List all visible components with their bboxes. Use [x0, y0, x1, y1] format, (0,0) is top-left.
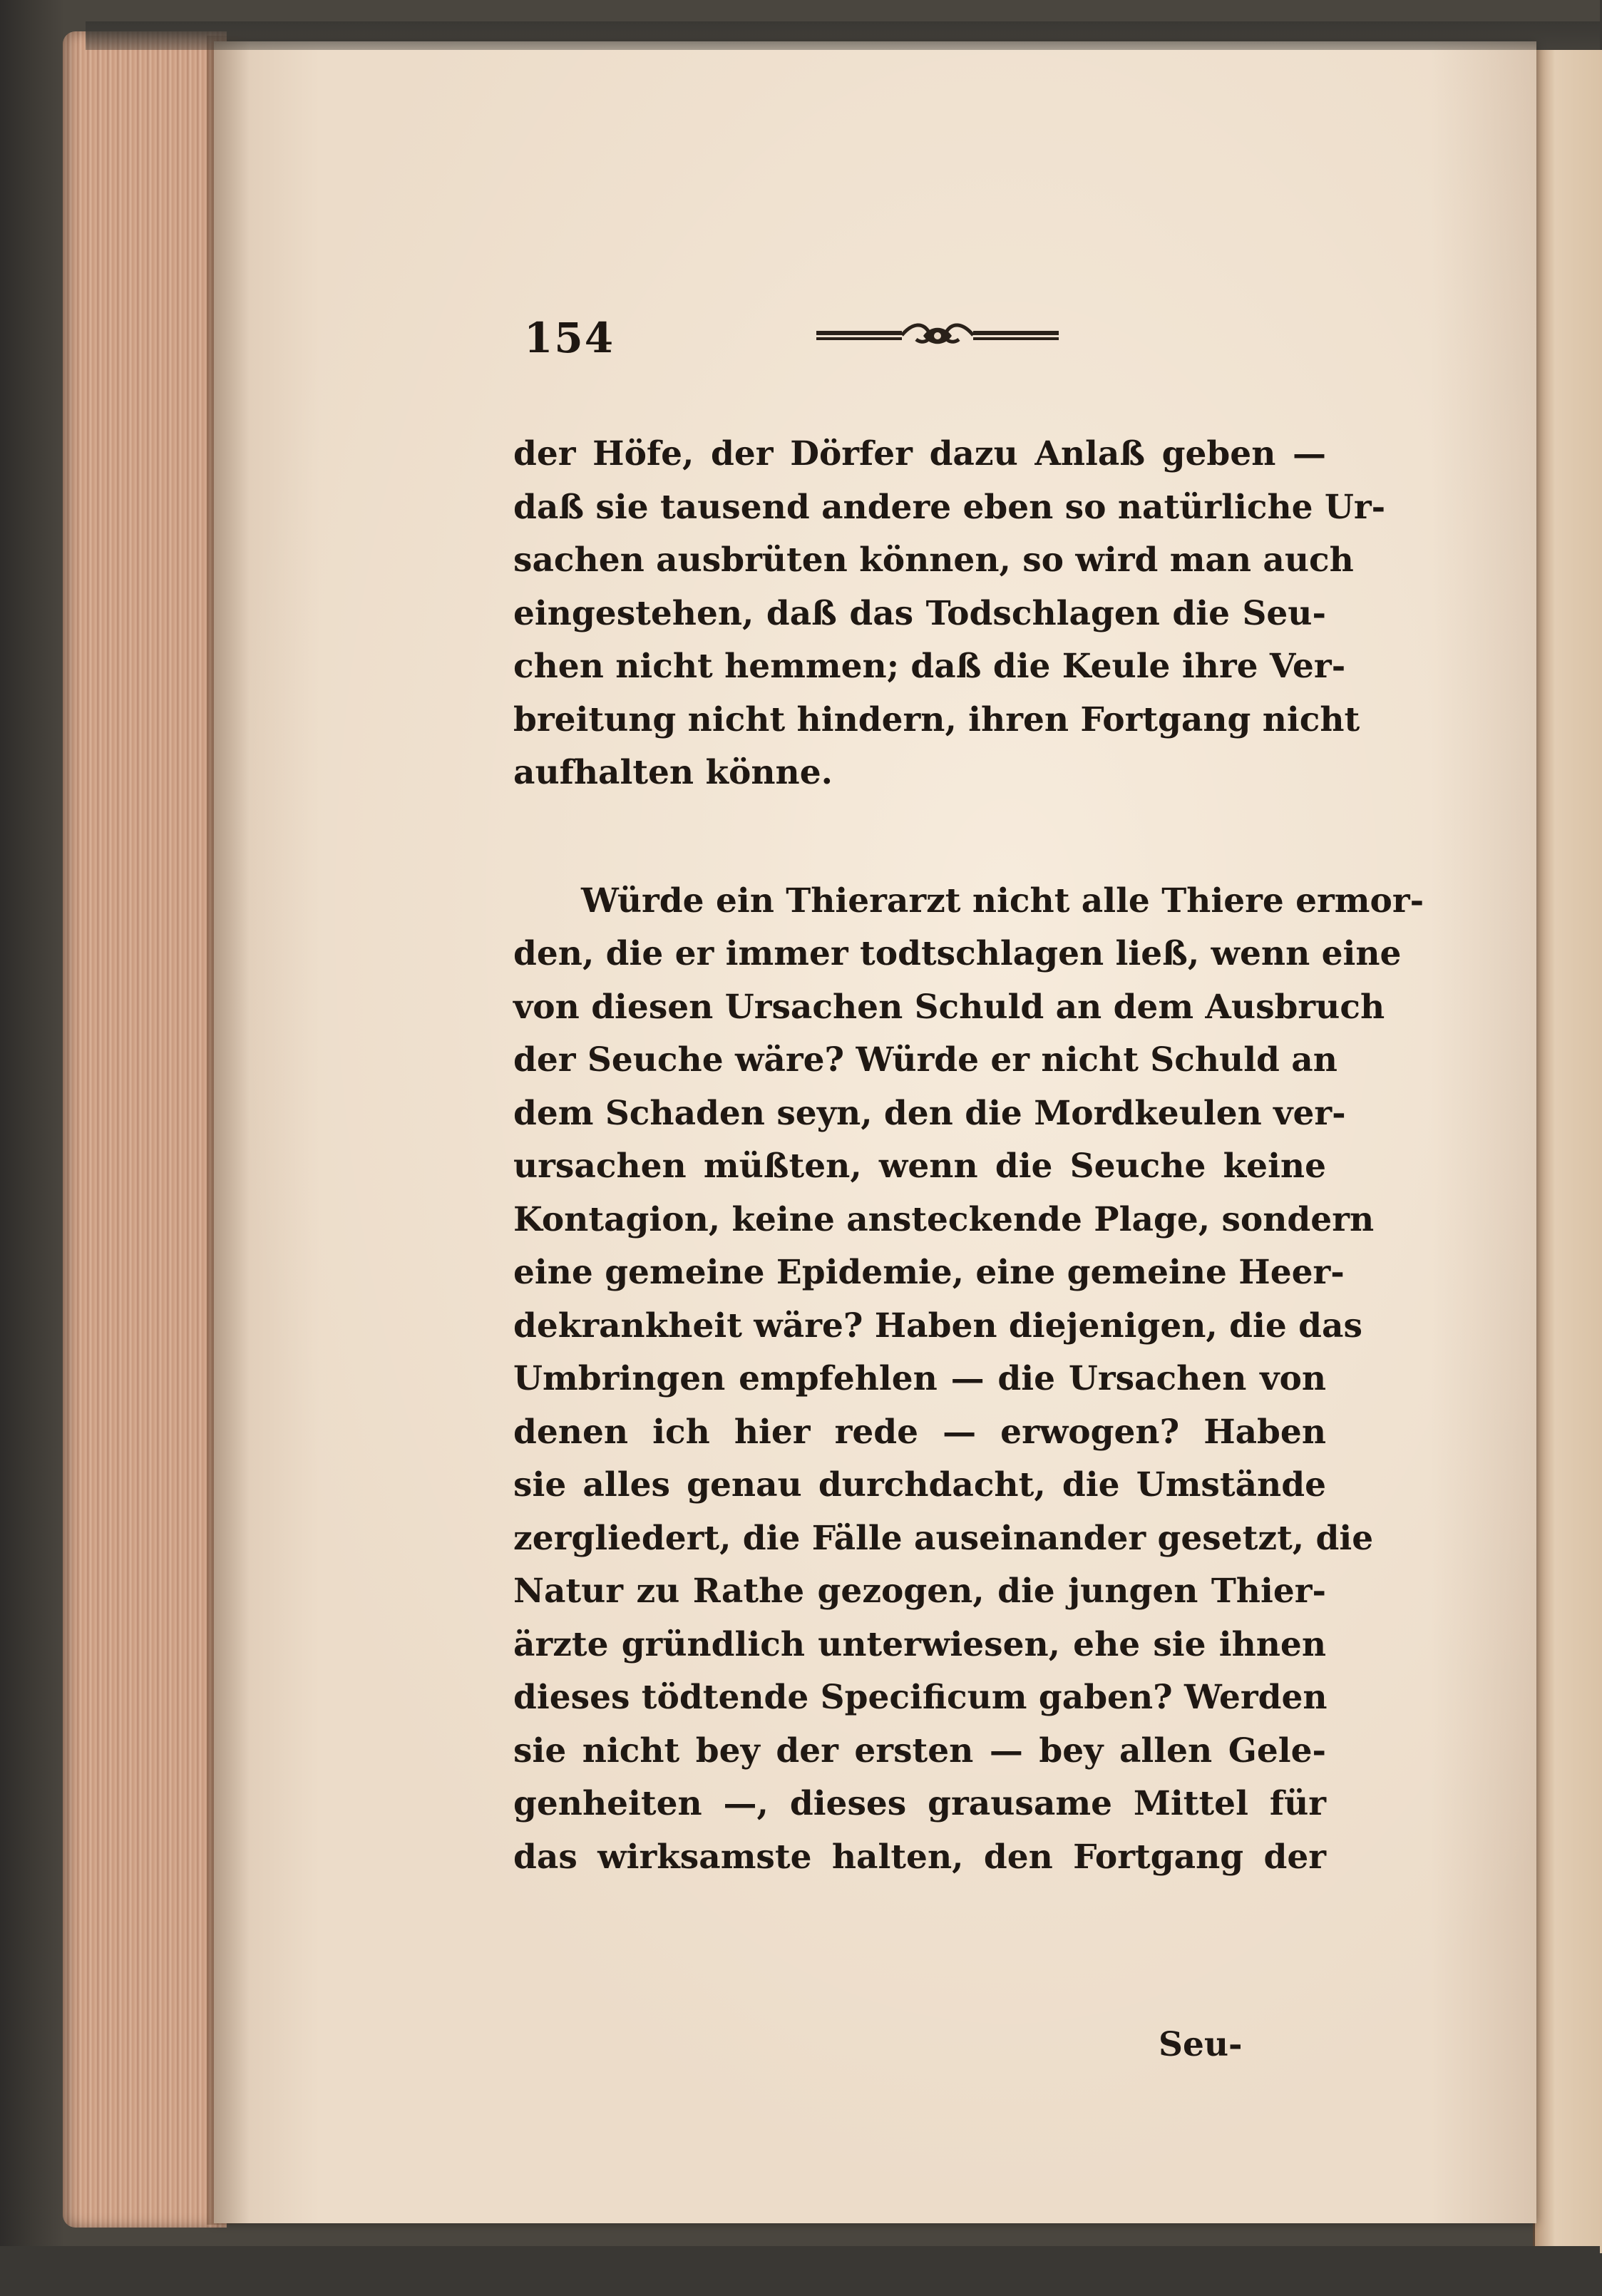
text-line: genheiten —, dieses grausame Mittel für: [513, 1784, 1326, 1823]
page-header: [524, 314, 1066, 364]
scan-bottom-border: [0, 2246, 1600, 2296]
text-line: dekrankheit wäre? Haben diejenigen, die das: [513, 1306, 1362, 1346]
text-line: chen nicht hemmen; daß die Keule ihre Ver-: [513, 647, 1346, 686]
text-line: Würde ein Thierarzt nicht alle Thiere ermor-: [581, 881, 1424, 921]
text-line: der Seuche wäre? Würde er nicht Schuld an: [513, 1040, 1337, 1080]
text-line: das wirksamste halten, den Fortgang der: [513, 1837, 1326, 1877]
paragraph-2: [513, 875, 1424, 1885]
page-number: 154: [524, 314, 615, 362]
text-line: sie nicht bey der ersten — bey allen Gele-: [513, 1731, 1326, 1770]
text-line: dieses tödtende Specificum gaben? Werden: [513, 1678, 1328, 1717]
text-line: daß sie tausend andere eben so natürliche Ur-: [513, 487, 1386, 527]
paragraph-1: [513, 428, 1386, 800]
paragraph-gap: [513, 800, 1326, 875]
text-line: ärzte gründlich unterwiesen, ehe sie ihnen: [513, 1624, 1326, 1664]
text-line: Umbringen empfehlen — die Ursachen von: [513, 1359, 1326, 1398]
text-line: zergliedert, die Fälle auseinander gesetzt, die: [513, 1518, 1374, 1558]
text-line: Natur zu Rathe gezogen, die jungen Thier-: [513, 1572, 1326, 1611]
text-line: dem Schaden seyn, den die Mordkeulen ver-: [513, 1093, 1346, 1133]
page-edges: [63, 31, 227, 2228]
text-line: den, die er immer todtschlagen ließ, wenn eine: [513, 934, 1402, 973]
text-line: sachen ausbrüten können, so wird man auch: [513, 540, 1354, 580]
catchword: Seu-: [1159, 2025, 1243, 2064]
text-line: ursachen müßten, wenn die Seuche keine: [513, 1147, 1326, 1186]
text-line: aufhalten könne.: [513, 753, 833, 792]
text-line: eine gemeine Epidemie, eine gemeine Heer-: [513, 1253, 1345, 1292]
text-line: sie alles genau durchdacht, die Umstände: [513, 1465, 1326, 1505]
text-line: eingestehen, daß das Todschlagen die Seu-: [513, 593, 1326, 633]
text-line: denen ich hier rede — erwogen? Haben: [513, 1412, 1326, 1452]
scan-top-border: [86, 21, 1600, 50]
text-line: breitung nicht hindern, ihren Fortgang nicht: [513, 699, 1360, 739]
body-text: [513, 428, 1424, 1884]
gutter-shadow: [207, 36, 250, 2225]
text-line: Kontagion, keine ansteckende Plage, sondern: [513, 1199, 1375, 1239]
text-line: der Höfe, der Dörfer dazu Anlaß geben —: [513, 434, 1326, 473]
facing-page-edge: [1533, 50, 1602, 2253]
text-line: von diesen Ursachen Schuld an dem Ausbruch: [513, 987, 1385, 1027]
decorative-rule-ornament: [816, 318, 1059, 354]
